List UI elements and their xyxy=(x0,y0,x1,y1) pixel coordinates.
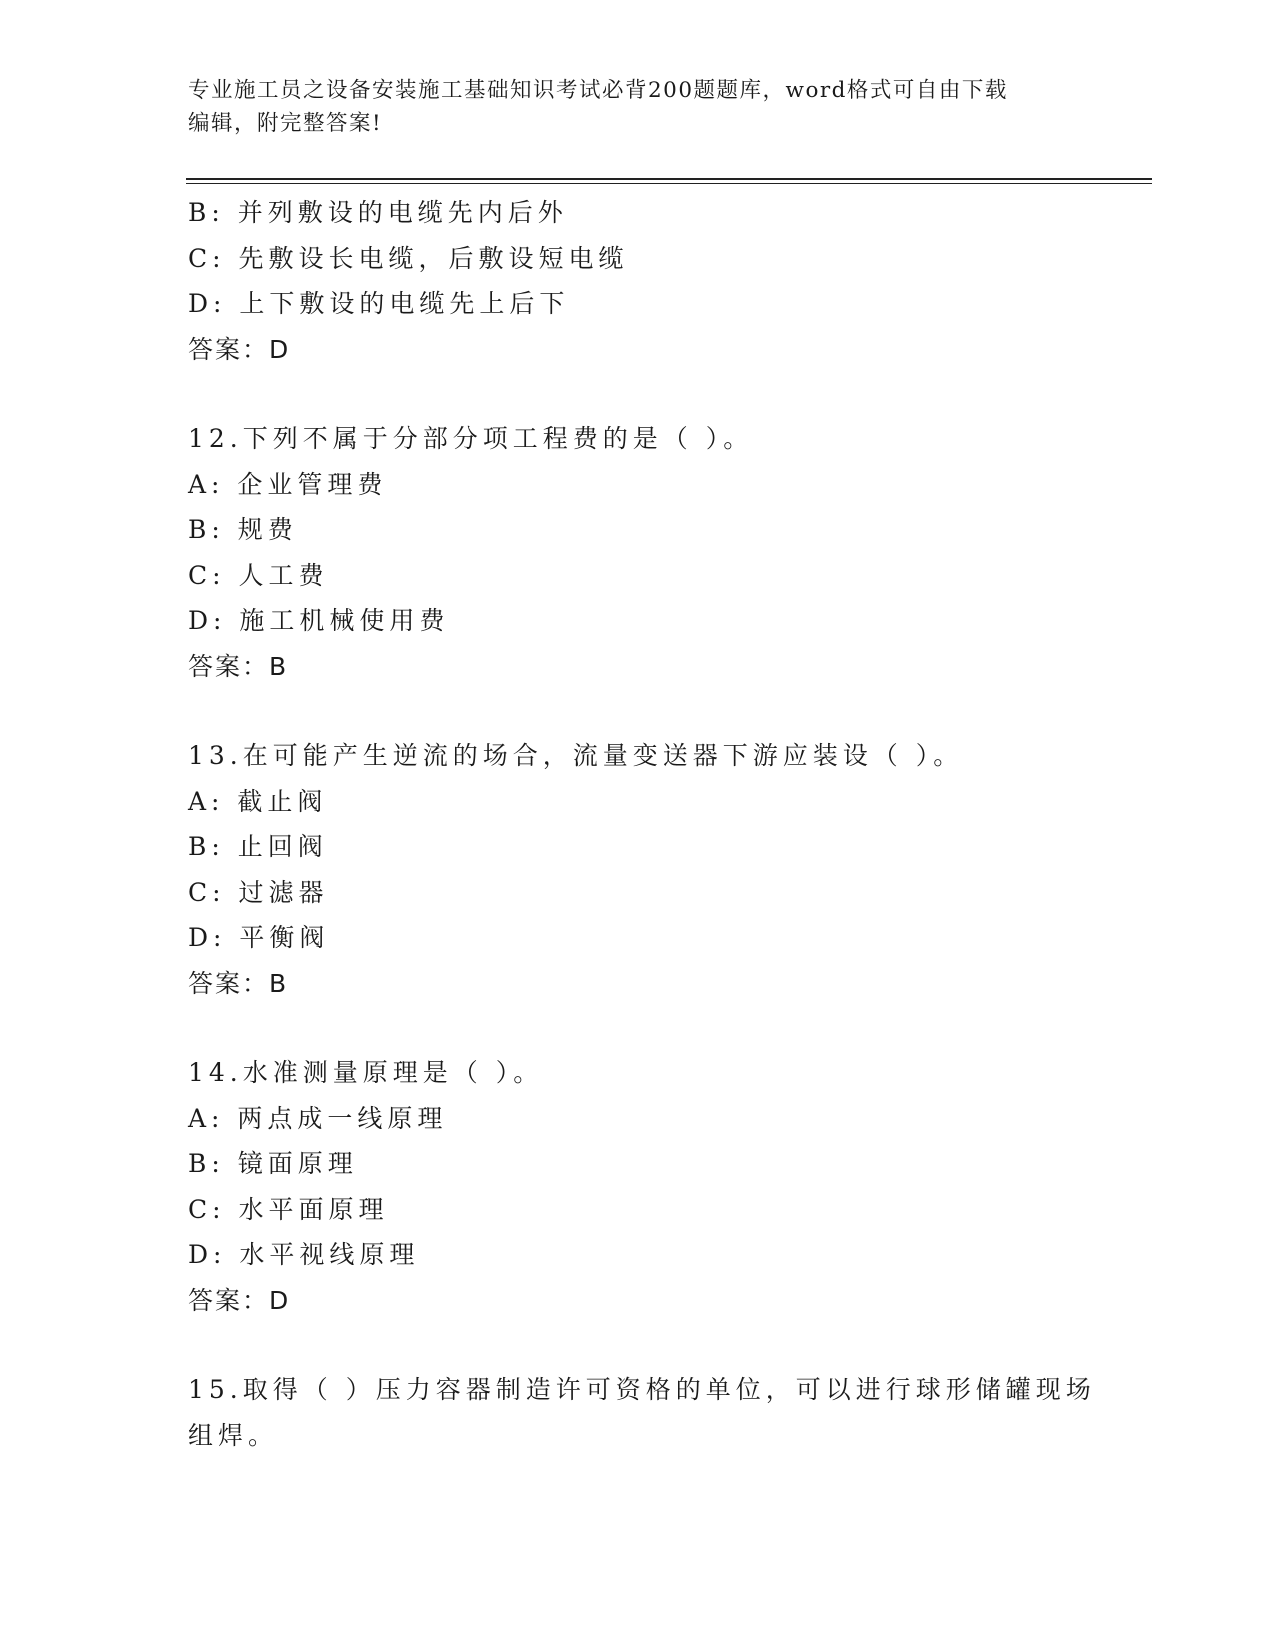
option-c: C: 人工费 xyxy=(188,560,329,590)
option-c: C: 先敷设长电缆，后敷设短电缆 xyxy=(188,243,629,273)
question-text: 12.下列不属于分部分项工程费的是（ ）。 xyxy=(188,424,754,453)
header-divider-thin xyxy=(186,183,1152,184)
option-b: B: 并列敷设的电缆先内后外 xyxy=(188,198,568,227)
answer: 答案：D xyxy=(188,1285,291,1315)
option-b: B: 镜面原理 xyxy=(188,1149,358,1178)
question-text-line2: 组焊。 xyxy=(188,1420,279,1450)
spacer xyxy=(188,689,1088,733)
option-d: D: 上下敷设的电缆先上后下 xyxy=(188,289,570,318)
question-15 xyxy=(188,1367,1096,1458)
option-d: D: 平衡阀 xyxy=(188,923,330,952)
spacer xyxy=(188,372,1088,416)
question-text: 13.在可能产生逆流的场合，流量变送器下游应装设（ ）。 xyxy=(188,741,964,770)
answer: 答案：B xyxy=(188,651,289,681)
option-d: D: 水平视线原理 xyxy=(188,1240,420,1269)
option-c: C: 过滤器 xyxy=(188,877,329,907)
spacer xyxy=(188,1323,1088,1367)
question-13 xyxy=(188,733,1088,1006)
question-text-line1: 15.取得（ ）压力容器制造许可资格的单位，可以进行球形储罐现场 xyxy=(188,1375,1096,1404)
header-title-line2: 编辑，附完整答案! xyxy=(188,111,383,136)
answer: 答案：B xyxy=(188,968,289,998)
header-divider-thick xyxy=(186,178,1152,180)
question-14 xyxy=(188,1050,1088,1323)
option-a: A: 企业管理费 xyxy=(188,469,388,499)
page-header xyxy=(188,74,1088,140)
question-text: 14.水准测量原理是（ ）。 xyxy=(188,1058,544,1087)
spacer xyxy=(188,1006,1088,1050)
document-body xyxy=(188,190,1096,1458)
answer: 答案：D xyxy=(188,334,291,364)
option-c: C: 水平面原理 xyxy=(188,1194,389,1224)
question-12 xyxy=(188,416,1088,689)
option-d: D: 施工机械使用费 xyxy=(188,606,450,635)
header-title-line1: 专业施工员之设备安装施工基础知识考试必背200题题库，word格式可自由下载 xyxy=(188,78,1008,103)
option-a: A: 截止阀 xyxy=(188,786,328,816)
option-b: B: 止回阀 xyxy=(188,832,328,861)
option-a: A: 两点成一线原理 xyxy=(188,1103,448,1133)
question-11-tail xyxy=(188,190,1088,372)
option-b: B: 规费 xyxy=(188,515,298,544)
